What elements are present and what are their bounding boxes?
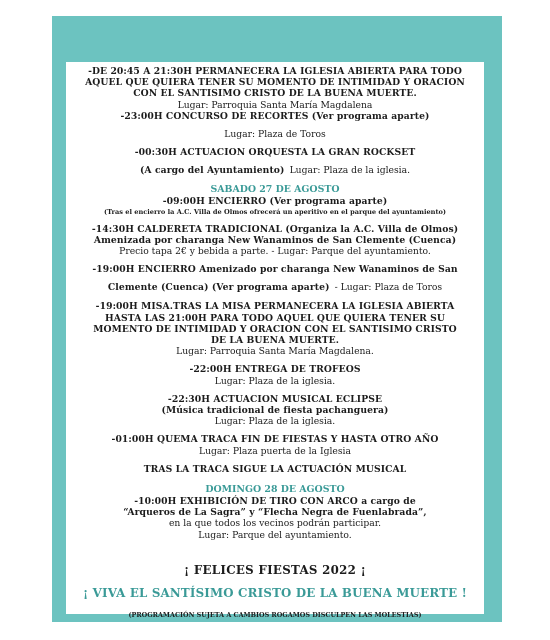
event-line xyxy=(66,275,484,294)
event-place: Precio tapa 2€ y bebida a parte. - Lugar: Parque del ayuntamiento. xyxy=(119,246,431,258)
event-misa xyxy=(66,301,484,357)
event-text: HASTA LAS 21:00H PARA TODO AQUEL QUE QUIERA TENER SU xyxy=(105,312,445,324)
event-line xyxy=(66,158,484,177)
event-place: Lugar: Plaza de la iglesia. xyxy=(214,416,336,428)
day-heading-saturday: SABADO 27 DE AGOSTO xyxy=(210,184,340,196)
felices-fiestas-heading: ¡ FELICES FIESTAS 2022 ¡ xyxy=(183,562,367,577)
event-text: -00:30H ACTUACION ORQUESTA LA GRAN ROCKSET xyxy=(134,147,416,159)
event-text: -01:00H QUEMA TRACA FIN DE FIESTAS Y HASTA OTRO AÑO xyxy=(111,434,439,446)
event-caldereta xyxy=(66,224,484,258)
event-text: -23:00H CONCURSO DE RECORTES (Ver programa aparte) xyxy=(120,110,430,122)
event-text: -19:00H ENCIERRO Amenizado por charanga New Wanaminos de San xyxy=(92,264,458,276)
event-place: Lugar: Plaza de la iglesia. xyxy=(214,375,336,387)
event-text: -09:00H ENCIERRO (Ver programa aparte) xyxy=(162,196,388,208)
event-eclipse xyxy=(66,394,484,428)
event-text: en la que todos los vecinos podrán participar. xyxy=(168,518,382,530)
program-sheet xyxy=(66,62,484,619)
event-trofeos xyxy=(66,364,484,386)
event-place: - Lugar: Plaza de Toros xyxy=(334,282,443,294)
event-place: Lugar: Parroquia Santa María Magdalena xyxy=(177,99,373,111)
event-traca xyxy=(66,434,484,475)
event-place: Lugar: Plaza de Toros xyxy=(224,129,326,141)
event-tiro xyxy=(66,496,484,541)
event-orquesta xyxy=(66,147,484,177)
event-encierro xyxy=(66,196,484,216)
program-content xyxy=(66,66,484,620)
event-text: -19:00H MISA.TRAS LA MISA PERMANECERA LA IGLESIA ABIERTA xyxy=(95,301,455,313)
event-subtitle: (Música tradicional de fiesta pachanguera) xyxy=(161,405,389,417)
event-text: Amenizada por charanga New Wanaminos de San Clemente (Cuenca) xyxy=(93,234,457,246)
event-text: -DE 20:45 A 21:30H PERMANECERA LA IGLESIA ABIERTA PARA TODO xyxy=(88,66,462,77)
event-text: -14:30H CALDERETA TRADICIONAL (Organiza la A.C. Villa de Olmos) xyxy=(91,223,459,235)
disclaimer-footer: (PROGRAMACIÓN SUJETA A CAMBIOS ROGAMOS DISCULPEN LAS MOLESTIAS) xyxy=(128,610,422,619)
event-encierro-evening xyxy=(66,264,484,294)
event-text: -10:00H EXHIBICIÓN DE TIRO CON ARCO a cargo de xyxy=(134,496,416,508)
viva-heading: ¡ VIVA EL SANTÍSIMO CRISTO DE LA BUENA MUERTE ! xyxy=(82,585,468,600)
event-text: CON EL SANTISIMO CRISTO DE LA BUENA MUERTE. xyxy=(133,88,417,100)
event-text: “Arqueros de La Sagra” y “Flecha Negra de Fuenlabrada”, xyxy=(123,507,427,519)
event-text: Clemente (Cuenca) (Ver programa aparte) xyxy=(107,282,330,294)
event-text: -22:00H ENTREGA DE TROFEOS xyxy=(189,364,361,376)
event-text: MOMENTO DE INTIMIDAD Y ORACION CON EL SANTISIMO CRISTO xyxy=(93,323,457,335)
event-text: DE LA BUENA MUERTE. xyxy=(210,335,340,347)
event-open-church xyxy=(66,66,484,111)
event-note: TRAS LA TRACA SIGUE LA ACTUACIÓN MUSICAL xyxy=(143,463,407,475)
event-text: -22:30H ACTUACION MUSICAL ECLIPSE xyxy=(167,393,383,405)
day-heading-sunday: DOMINGO 28 DE AGOSTO xyxy=(205,484,345,496)
event-credit: (A cargo del Ayuntamiento) xyxy=(139,165,285,177)
event-place: Lugar: Parroquia Santa María Magdalena. xyxy=(176,346,374,358)
event-note: (Tras el encierro la A.C. Villa de Olmos ofrecerá un aperitivo en el parque del ayuntamiento) xyxy=(103,207,447,216)
event-place: Lugar: Plaza de la iglesia. xyxy=(289,165,411,177)
event-place: Lugar: Parque del ayuntamiento. xyxy=(198,529,352,541)
event-text: AQUEL QUE QUIERA TENER SU MOMENTO DE INTIMIDAD Y ORACION xyxy=(85,77,465,89)
event-place: Lugar: Plaza puerta de la Iglesia xyxy=(199,445,351,457)
event-recortes xyxy=(66,111,484,140)
